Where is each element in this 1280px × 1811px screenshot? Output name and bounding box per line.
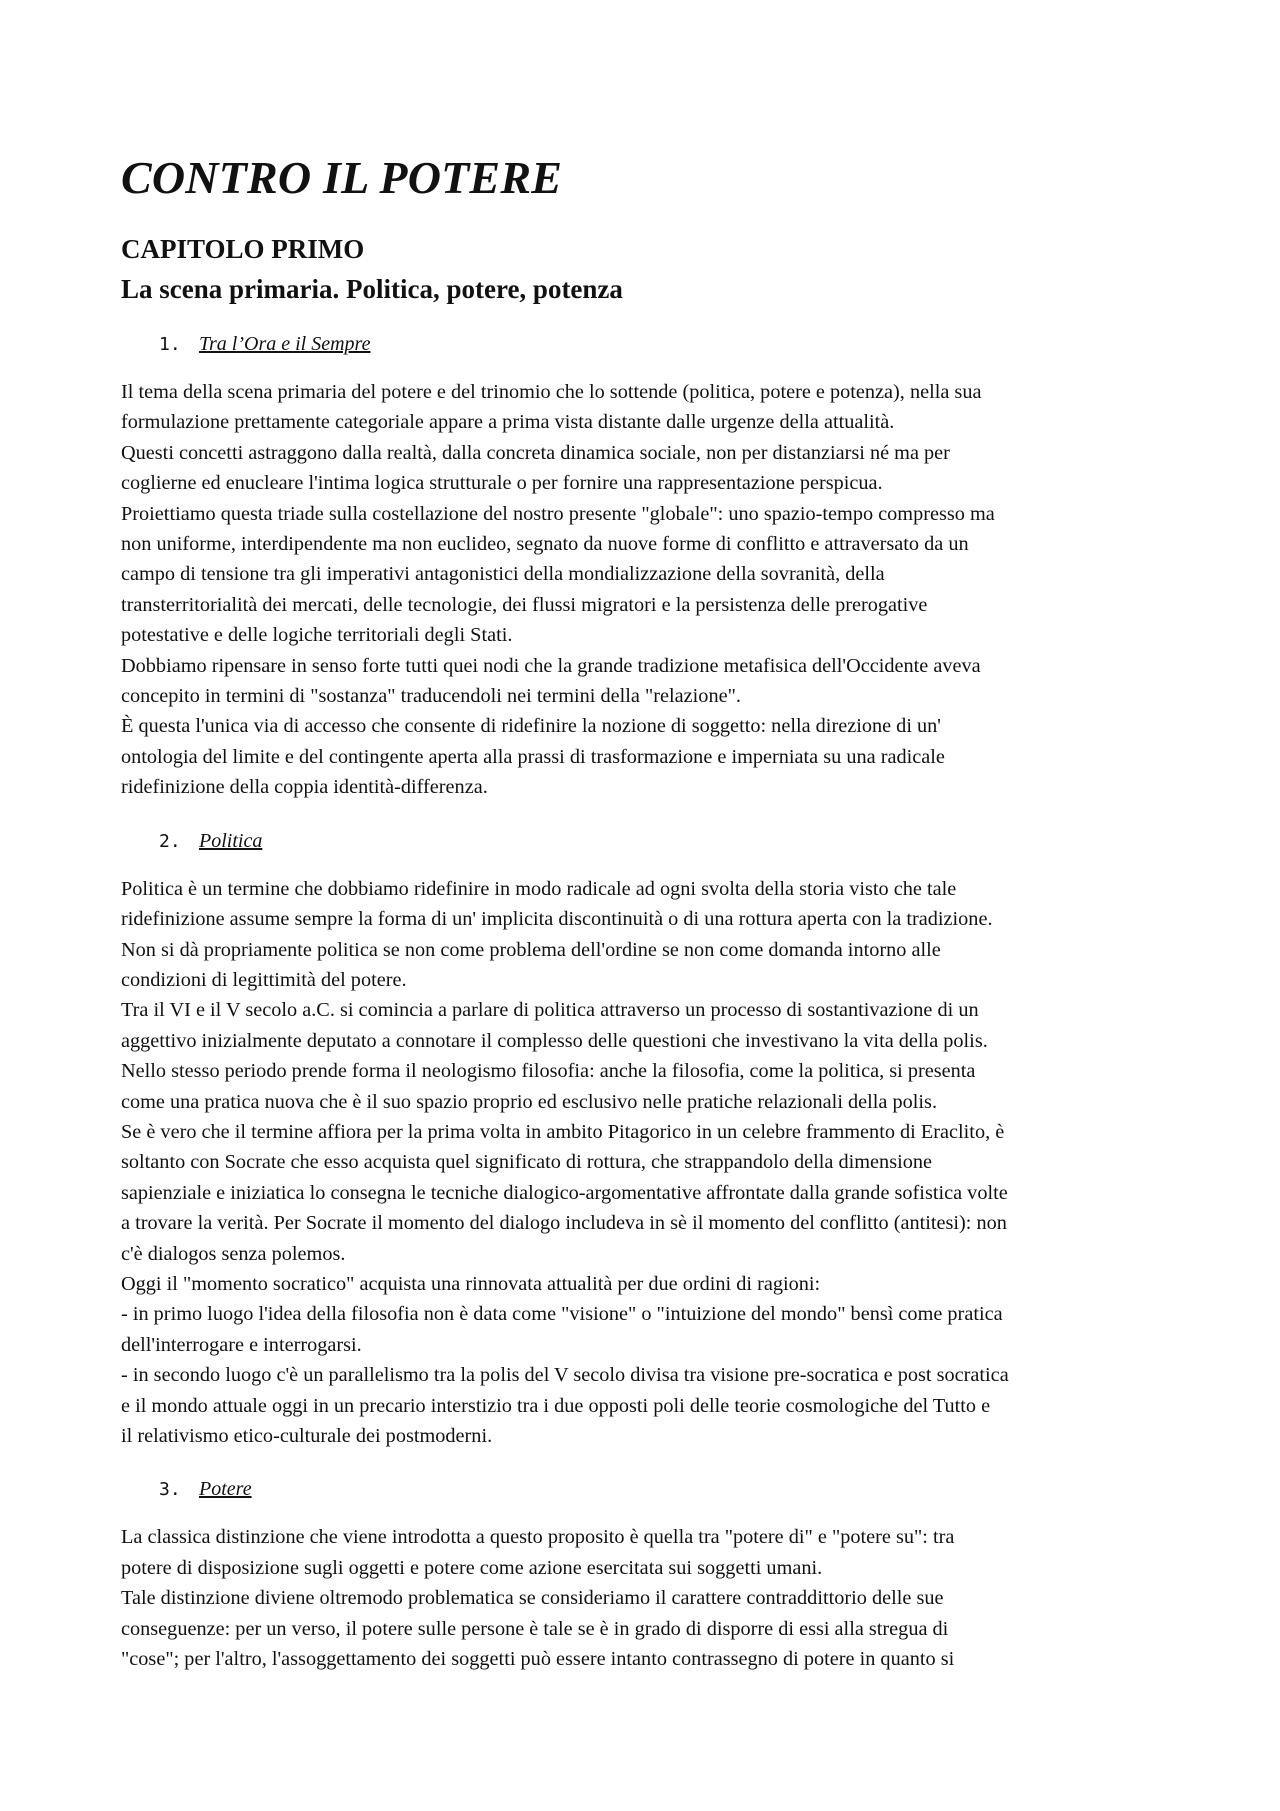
section-heading xyxy=(121,821,1181,862)
text-line: conseguenze: per un verso, il potere sulle persone è tale se è in grado di disporre di essi alla stregua di xyxy=(121,1617,949,1640)
text-line: Non si dà propriamente politica se non come problema dell'ordine se non come domanda intorno alle xyxy=(121,938,941,961)
document-title: CONTRO IL POTERE xyxy=(121,152,563,203)
text-line: ontologia del limite e del contingente aperta alla prassi di trasformazione e imperniata su una radicale xyxy=(121,745,945,768)
text-line: Politica è un termine che dobbiamo ridefinire in modo radicale ad ogni svolta della storia visto che tale xyxy=(121,877,957,900)
document-page xyxy=(121,150,1181,1674)
text-line: dell'interrogare e interrogarsi. xyxy=(121,1333,362,1356)
text-line: Oggi il "momento socratico" acquista una rinnovata attualità per due ordini di ragioni: xyxy=(121,1272,821,1295)
sections-container xyxy=(121,324,1181,1674)
text-line: potestative e delle logiche territoriali degli Stati. xyxy=(121,624,513,647)
text-line: Dobbiamo ripensare in senso forte tutti quei nodi che la grande tradizione metafisica dell'Occidente aveva xyxy=(121,654,981,677)
section-body xyxy=(121,874,1181,1452)
text-line: campo di tensione tra gli imperativi antagonistici della mondializzazione della sovranità, della xyxy=(121,563,885,586)
text-line: transterritorialità dei mercati, delle tecnologie, dei flussi migratori e la persistenza delle prerogative xyxy=(121,593,928,616)
text-line: ridefinizione assume sempre la forma di un' implicita discontinuità o di una rottura aperta con la tradizione. xyxy=(121,908,993,931)
section-number: 2. xyxy=(159,830,181,852)
text-line: Nello stesso periodo prende forma il neologismo filosofia: anche la filosofia, come la politica, si presenta xyxy=(121,1060,976,1083)
text-line: Se è vero che il termine affiora per la prima volta in ambito Pitagorico in un celebre frammento di Eraclito, è xyxy=(121,1120,1005,1143)
text-line: concepito in termini di "sostanza" traducendoli nei termini della "relazione". xyxy=(121,685,741,708)
section-number: 1. xyxy=(159,334,181,355)
text-line: il relativismo etico-culturale dei postmoderni. xyxy=(121,1425,493,1447)
chapter-subtitle: La scena primaria. Politica, potere, potenza xyxy=(121,274,623,304)
text-line: Tra il VI e il V secolo a.C. si comincia a parlare di politica attraverso un processo di sostantivazione di un xyxy=(121,999,979,1022)
text-line: aggettivo inizialmente deputato a connotare il complesso delle questioni che investivano la vita della polis. xyxy=(121,1029,988,1052)
section-heading xyxy=(121,1469,1181,1510)
chapter-label: CAPITOLO PRIMO xyxy=(121,234,365,264)
text-line: potere di disposizione sugli oggetti e potere come azione esercitata sui soggetti umani. xyxy=(121,1556,823,1579)
text-line: e il mondo attuale oggi in un precario interstizio tra i due opposti poli delle teorie cosmologiche del Tutto e xyxy=(121,1394,991,1417)
section-number: 3. xyxy=(159,1479,181,1501)
section-body xyxy=(121,377,1181,803)
text-line: non uniforme, interdipendente ma non euclideo, segnato da nuove forme di conflitto e attraversato da un xyxy=(121,533,969,556)
text-line: Proiettiamo questa triade sulla costellazione del nostro presente "globale": uno spazio-tempo compresso ma xyxy=(121,502,995,525)
text-line: come una pratica nuova che è il suo spazio proprio ed esclusivo nelle pratiche relazionali della polis. xyxy=(121,1090,938,1113)
text-line: sapienziale e iniziatica lo consegna le tecniche dialogico-argomentative affrontate dalla grande sofistica volte xyxy=(121,1181,1008,1204)
text-line: c'è dialogos senza polemos. xyxy=(121,1242,346,1265)
text-line: formulazione prettamente categoriale appare a prima vista distante dalle urgenze della attualità. xyxy=(121,411,895,434)
text-line: ridefinizione della coppia identità-differenza. xyxy=(121,776,488,799)
text-line: La classica distinzione che viene introdotta a questo proposito è quella tra "potere di" e "potere su": tra xyxy=(121,1526,955,1549)
text-line: - in secondo luogo c'è un parallelismo tra la polis del V secolo divisa tra visione pre-socratica e post socratica xyxy=(121,1364,1009,1387)
section-body xyxy=(121,1522,1181,1674)
text-line: "cose"; per l'altro, l'assoggettamento dei soggetti può essere intanto contrassegno di potere in quanto si xyxy=(121,1648,955,1671)
text-line: condizioni di legittimità del potere. xyxy=(121,968,407,991)
text-line: Tale distinzione diviene oltremodo problematica se consideriamo il carattere contraddittorio delle sue xyxy=(121,1587,944,1610)
text-line: È questa l'unica via di accesso che consente di ridefinire la nozione di soggetto: nella direzione di un' xyxy=(121,715,941,738)
text-line: Il tema della scena primaria del potere e del trinomio che lo sottende (politica, potere e potenza), nella sua xyxy=(121,381,982,403)
section-title: Politica xyxy=(199,829,263,852)
text-line: Questi concetti astraggono dalla realtà, dalla concreta dinamica sociale, non per distanziarsi né ma per xyxy=(121,441,950,464)
section-heading xyxy=(121,324,1181,365)
text-line: - in primo luogo l'idea della filosofia non è data come "visione" o "intuizione del mondo" bensì come pratica xyxy=(121,1303,1003,1326)
section-title: Tra l’Ora e il Sempre xyxy=(199,333,371,355)
section-title: Potere xyxy=(199,1478,252,1501)
text-line: coglierne ed enucleare l'intima logica strutturale o per fornire una rappresentazione perspicua. xyxy=(121,472,883,495)
text-line: soltanto con Socrate che esso acquista quel significato di rottura, che strappandolo della dimensione xyxy=(121,1151,933,1174)
text-line: a trovare la verità. Per Socrate il momento del dialogo includeva in sè il momento del conflitto (antitesi): non xyxy=(121,1212,1007,1235)
